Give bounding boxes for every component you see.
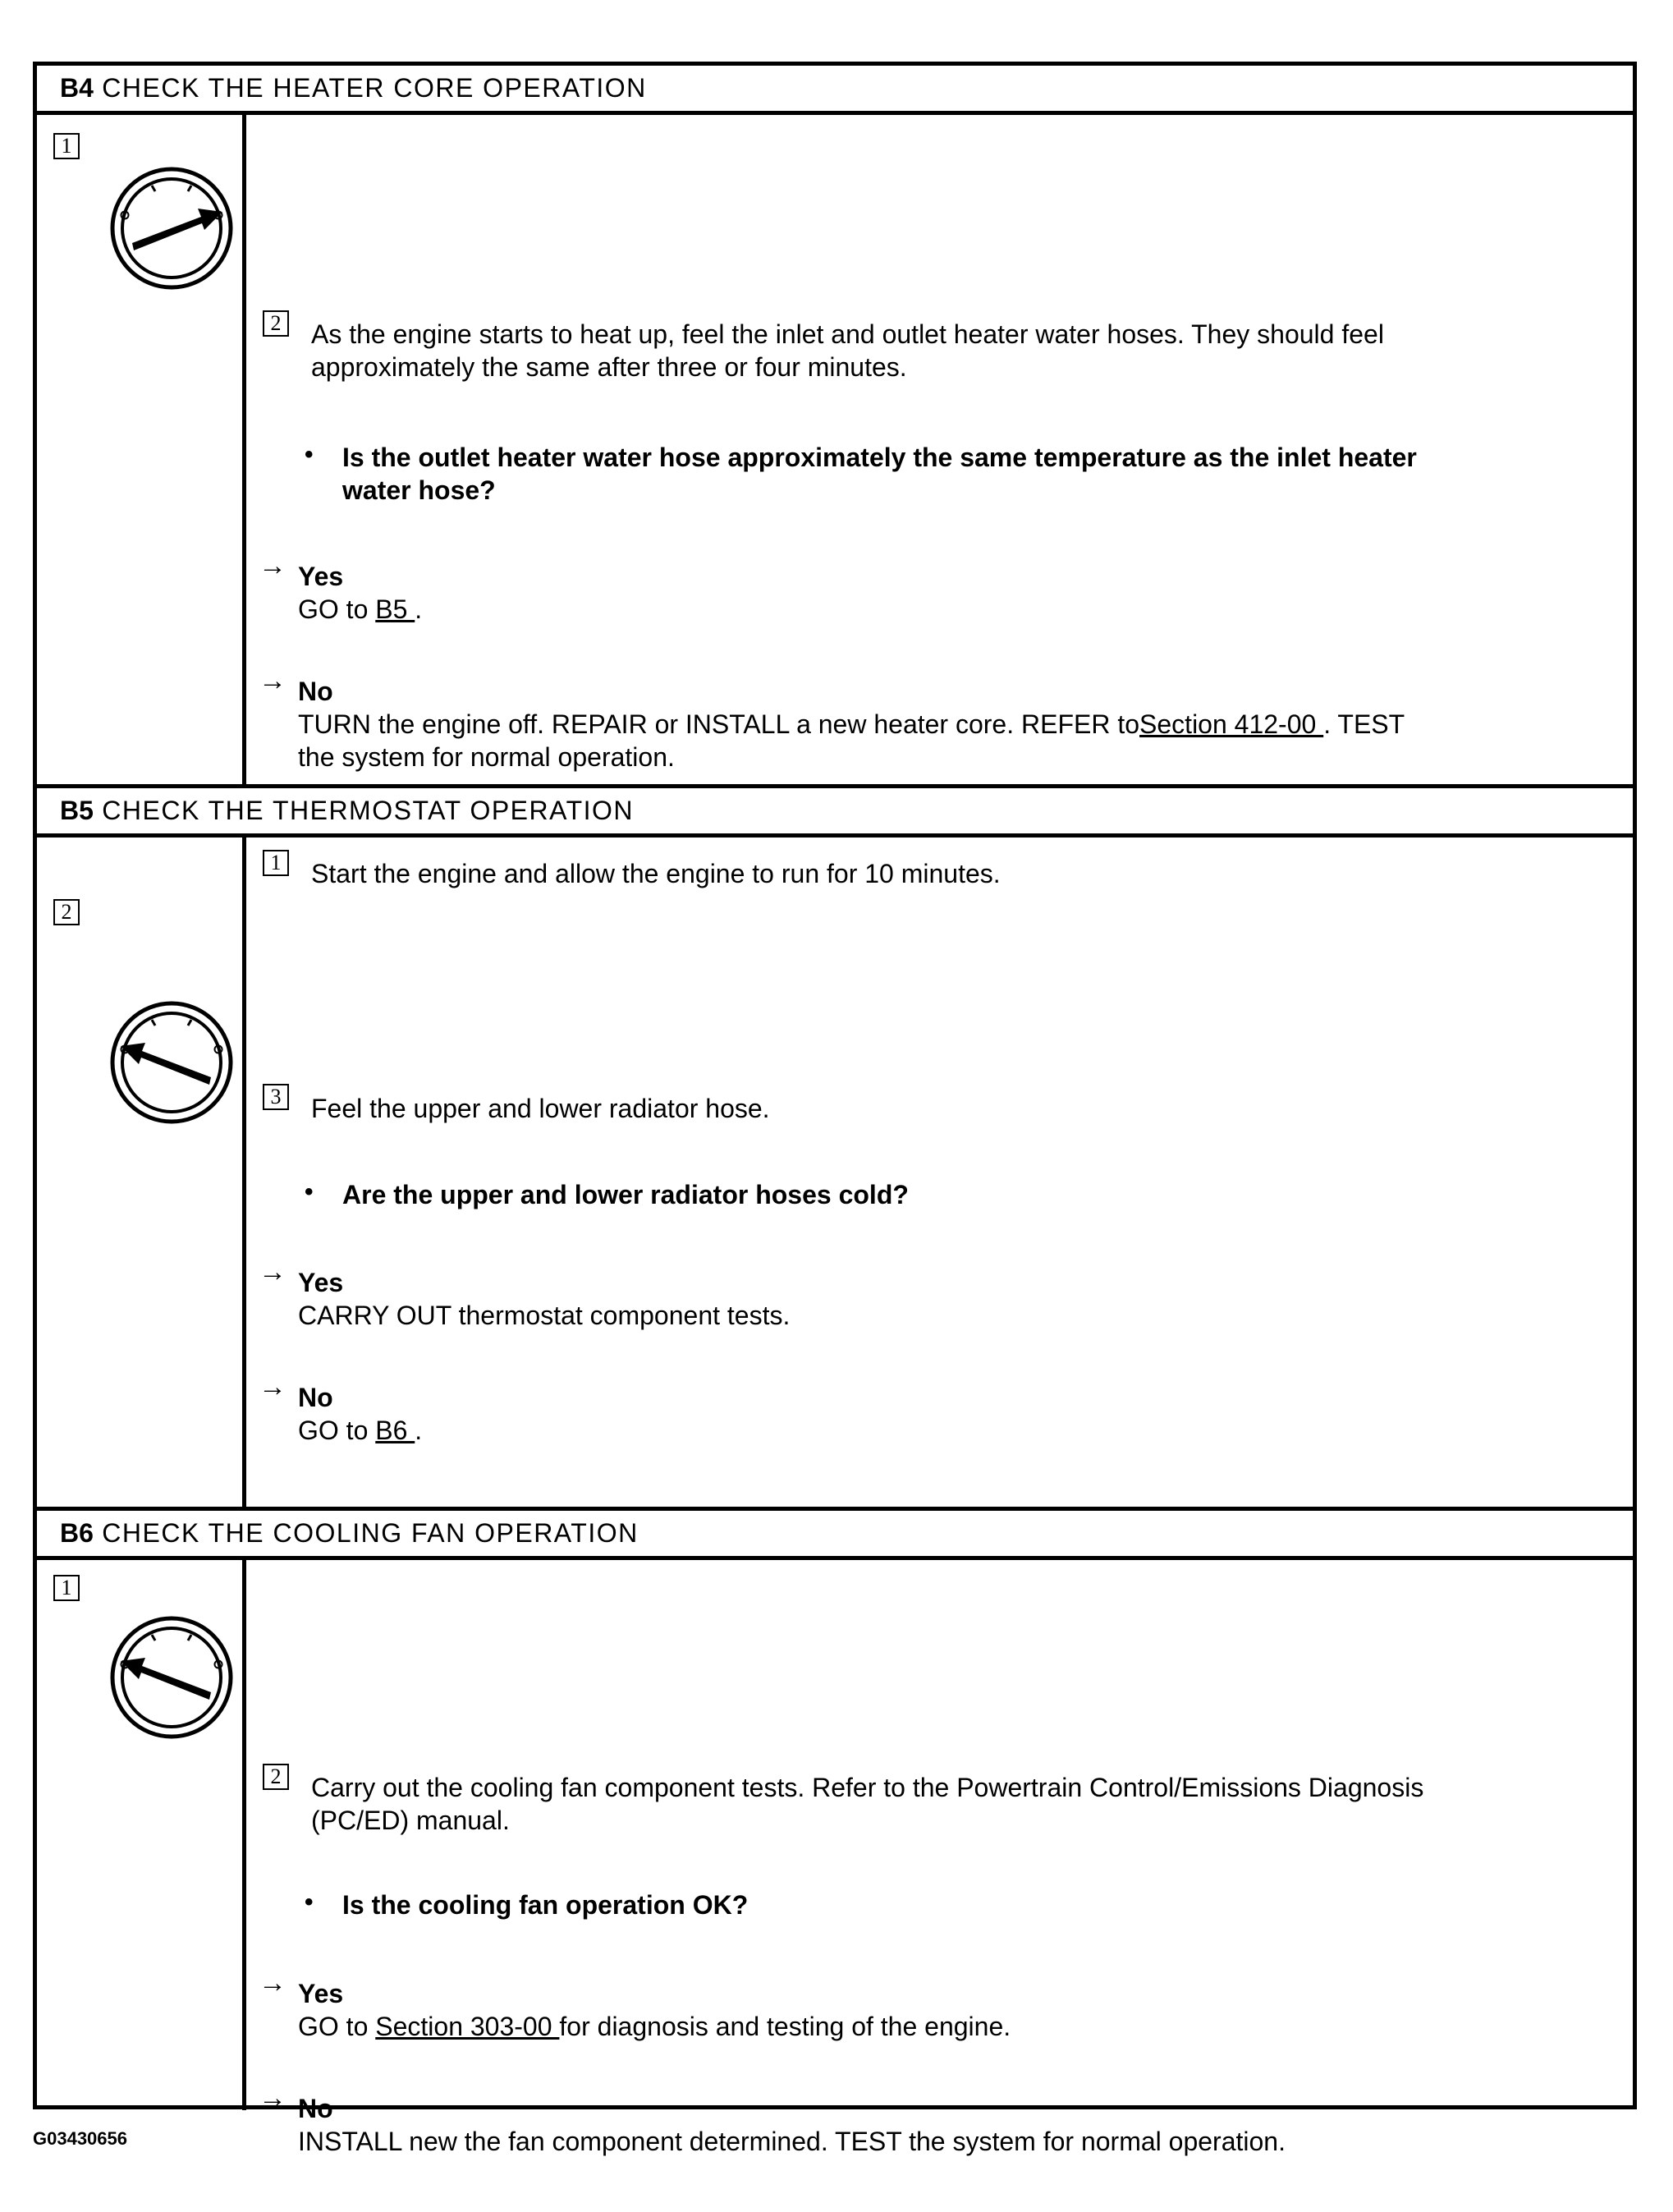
column-divider bbox=[242, 838, 246, 1507]
link-section-303-00[interactable]: Section 303-00 bbox=[375, 2012, 560, 2041]
section-title: CHECK THE THERMOSTAT OPERATION bbox=[102, 796, 635, 825]
bullet: • bbox=[305, 441, 314, 468]
answer-no-action: GO to B6 . bbox=[298, 1416, 423, 1445]
step-number-box: 2 bbox=[263, 1764, 289, 1790]
arrow-right-icon: → bbox=[259, 665, 286, 696]
answer-no-label: No bbox=[298, 2094, 333, 2123]
link-b6[interactable]: B6 bbox=[375, 1416, 415, 1445]
control-dial-icon bbox=[109, 166, 234, 291]
section-code: B5 bbox=[60, 796, 94, 825]
step-instruction: Carry out the cooling fan component tests. Refer to the Powertrain Control/Emissions Diagnosis bbox=[311, 1773, 1424, 1802]
step-number-box: 2 bbox=[53, 899, 80, 925]
answer-no-action: TURN the engine off. REPAIR or INSTALL a new heater core. REFER toSection 412-00 . TEST bbox=[298, 709, 1405, 739]
figure-id: G03430656 bbox=[33, 2128, 127, 2149]
step-number-box: 1 bbox=[263, 850, 289, 876]
step-instruction: (PC/ED) manual. bbox=[311, 1806, 510, 1835]
step-number-box: 1 bbox=[53, 1575, 80, 1601]
bullet: • bbox=[305, 1888, 314, 1916]
section-header-b4 bbox=[37, 66, 1633, 115]
step-instruction: approximately the same after three or four minutes. bbox=[311, 352, 907, 382]
answer-no-action: INSTALL new the fan component determined. TEST the system for normal operation. bbox=[298, 2127, 1286, 2156]
question: Are the upper and lower radiator hoses cold? bbox=[342, 1180, 909, 1209]
section-title: CHECK THE COOLING FAN OPERATION bbox=[102, 1518, 639, 1548]
answer-no-action-cont: the system for normal operation. bbox=[298, 742, 675, 772]
answer-yes-action: GO to B5 . bbox=[298, 594, 423, 624]
column-divider bbox=[242, 1560, 246, 2110]
section-code: B4 bbox=[60, 73, 94, 103]
step-instruction: As the engine starts to heat up, feel the inlet and outlet heater water hoses. They should feel bbox=[311, 319, 1384, 349]
answer-yes-action: CARRY OUT thermostat component tests. bbox=[298, 1301, 791, 1330]
control-dial-icon bbox=[109, 1615, 234, 1740]
section-header-b5 bbox=[37, 784, 1633, 838]
arrow-right-icon: → bbox=[259, 1371, 286, 1402]
bullet: • bbox=[305, 1178, 314, 1205]
step-number-box: 2 bbox=[263, 310, 289, 337]
control-dial-icon bbox=[109, 1000, 234, 1125]
answer-yes-label: Yes bbox=[298, 1268, 344, 1297]
answer-no-label: No bbox=[298, 677, 333, 706]
section-title: CHECK THE HEATER CORE OPERATION bbox=[102, 73, 647, 103]
arrow-right-icon: → bbox=[259, 1256, 286, 1287]
section-code: B6 bbox=[60, 1518, 94, 1548]
answer-no-label: No bbox=[298, 1383, 333, 1412]
answer-yes-label: Yes bbox=[298, 1979, 344, 2008]
step-number-box: 1 bbox=[53, 133, 80, 159]
link-b5[interactable]: B5 bbox=[375, 594, 415, 624]
section-header-b6 bbox=[37, 1507, 1633, 1560]
step-number-box: 3 bbox=[263, 1084, 289, 1110]
link-section-412-00[interactable]: Section 412-00 bbox=[1139, 709, 1324, 739]
step-instruction: Feel the upper and lower radiator hose. bbox=[311, 1094, 770, 1123]
arrow-right-icon: → bbox=[259, 1967, 286, 1999]
question: water hose? bbox=[342, 475, 496, 505]
answer-yes-label: Yes bbox=[298, 562, 344, 591]
arrow-right-icon: → bbox=[259, 2082, 286, 2113]
question: Is the cooling fan operation OK? bbox=[342, 1890, 749, 1920]
answer-yes-action: GO to Section 303-00 for diagnosis and testing of the engine. bbox=[298, 2012, 1011, 2041]
column-divider bbox=[242, 115, 246, 784]
question: Is the outlet heater water hose approximately the same temperature as the inlet heater bbox=[342, 443, 1417, 472]
step-instruction: Start the engine and allow the engine to run for 10 minutes. bbox=[311, 859, 1001, 888]
arrow-right-icon: → bbox=[259, 550, 286, 581]
